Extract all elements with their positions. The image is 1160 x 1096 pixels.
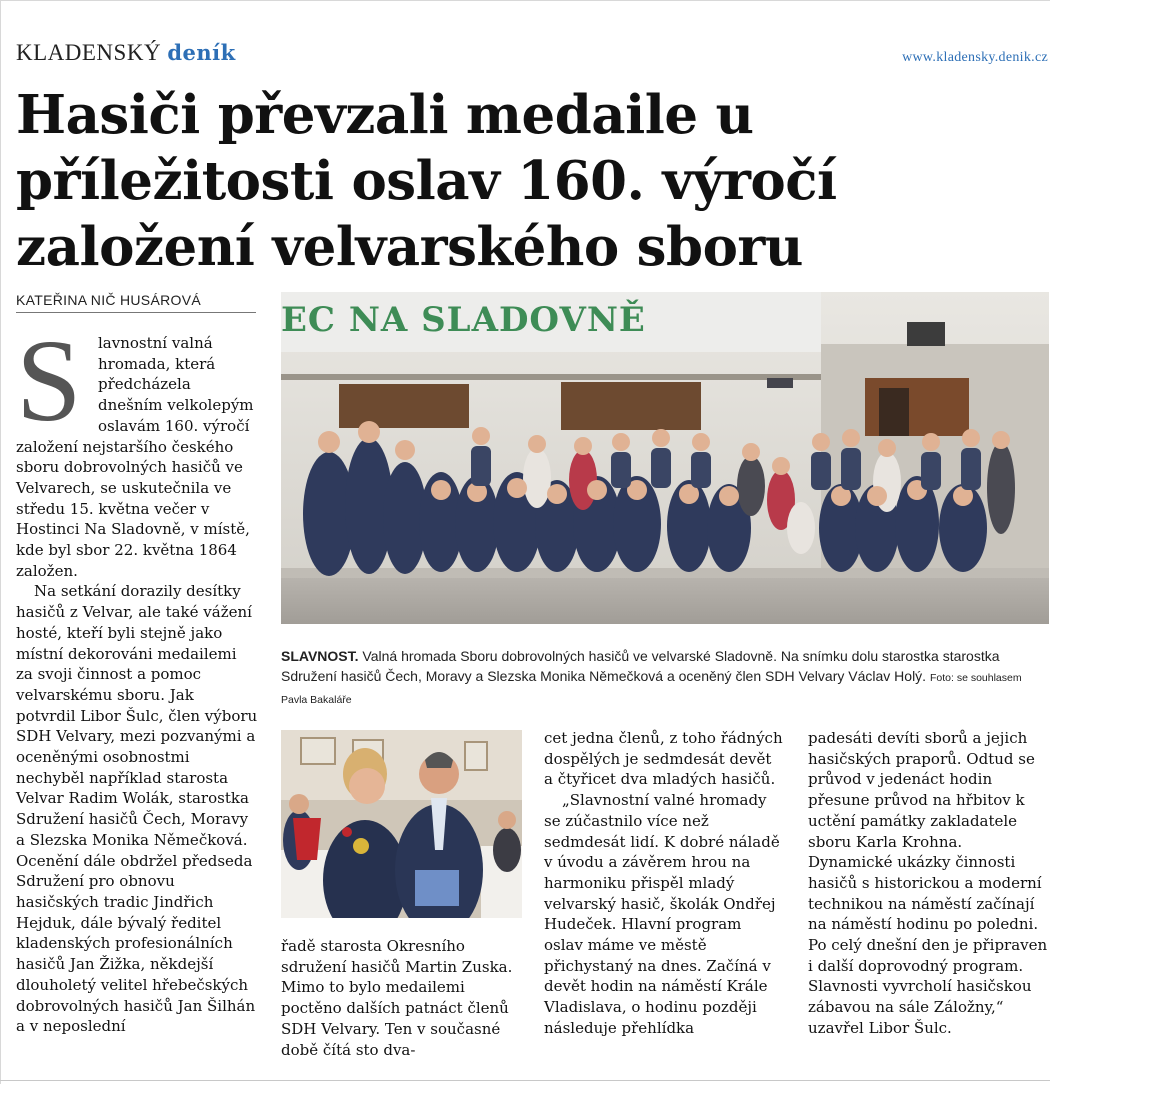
left-border	[0, 0, 1, 1084]
article-paragraph-6: padesáti devíti sborů a jejich hasičských praporů. Odtud se průvod v jedenáct hodin přesune průvod na hřbitov k uctění památky zakladatele sboru Karla Krohna. Dynamické ukázky činnosti hasičů s historickou a moderní technikou na náměstí začínají na náměstí hodinu po poledni. Po celý dnešní den je připraven i další doprovodný program. Slavnosti vyvrcholí hasičskou zábavou na sále Záložny,“ uzavřel Libor Šulc.	[808, 729, 1048, 1037]
article-paragraph-3: řadě starosta Okresního sdružení hasičů Martin Zuska. Mimo to bylo medailemi poctěno dalších patnáct členů SDH Velvary. Ten v současné době čítá sto dva-	[281, 937, 513, 1059]
bottom-rule	[0, 1080, 1050, 1081]
group-photo-image	[281, 292, 1049, 624]
author-byline: KATEŘINA NIČ HUSÁROVÁ	[16, 292, 256, 313]
caption-label: SLAVNOST.	[281, 648, 359, 664]
article-column-1	[16, 315, 258, 1037]
top-border	[0, 0, 1050, 1]
masthead	[16, 40, 236, 66]
article-paragraph-4: cet jedna členů, z toho řádných dospělých je sedmdesát devět a čtyřicet dva mladých hasičů.	[544, 729, 783, 789]
article-column-2	[281, 936, 521, 1060]
site-url: www.kladensky.denik.cz	[902, 50, 1048, 65]
article-paragraph-2: Na setkání dorazily desítky hasičů z Velvar, ale také vážení hosté, kteří byli stejně jako místní dekorováni medailemi za svoji činnost a pomoc velvarskému sboru. Jak potvrdil Libor Šulc, člen výboru SDH Velvary, mezi pozvanými a oceněnými osobnostmi nechyběl například starosta Velvar Radim Wolák, starostka Sdružení hasičů Čech, Moravy a Slezska Monika Němečková. Ocenění dále obdržel předseda Sdružení pro obnovu hasičských tradic Jindřich Hejduk, dále bývalý ředitel kladenských profesionálních hasičů Jan Žižka, někdejší dlouholetý velitel hřebečských dobrovolných hasičů Jan Šilhán a v neposlední	[16, 582, 258, 1036]
headline: Hasiči převzali medaile u příležitosti oslav 160. výročí založení velvarského sboru	[16, 84, 837, 278]
article-column-4	[808, 728, 1048, 1039]
drop-cap: S	[16, 315, 82, 446]
article-paragraph-5: „Slavnostní valné hromady se zúčastnilo více než sedmdesát lidí. K dobré náladě v úvodu a závěrem hrou na harmoniku přispěl mladý velvarský hasič, školák Ondřej Hudeček. Hlavní program oslav máme ve městě přichystaný na dnes. Začíná v devět hodin na náměstí Krále Vladislava, o hodinu později následuje přehlídka	[544, 791, 780, 1037]
sign-text: EC NA SLADOVNĚ	[281, 300, 646, 340]
article-paragraph-1: lavnostní valná hromada, která předcházela dnešním velkolepým oslavám 160. výročí založení nejstaršího českého sboru dobrovolných hasičů ve Velvarech, se uskutečnila ve středu 15. května večer v Hostinci Na Sladovně, v místě, kde byl sbor 22. května 1864 založen.	[16, 334, 254, 580]
caption-credit: Foto: se souhlasem Pavla Bakaláře	[281, 672, 1022, 706]
masthead-prefix: KLADENSKÝ	[16, 40, 162, 65]
caption-text: Valná hromada Sboru dobrovolných hasičů ve velvarské Sladovně. Na snímku dolu starostka starostka Sdružení hasičů Čech, Moravy a Slezska Monika Němečková a oceněný člen SDH Velvary Václav Holý.	[281, 648, 1000, 684]
article-column-3	[544, 728, 784, 1039]
photo-caption	[281, 646, 1049, 710]
medal-photo-image	[281, 730, 522, 918]
medal-photo	[281, 730, 522, 918]
masthead-brand: deník	[167, 40, 236, 65]
group-photo	[281, 292, 1049, 624]
